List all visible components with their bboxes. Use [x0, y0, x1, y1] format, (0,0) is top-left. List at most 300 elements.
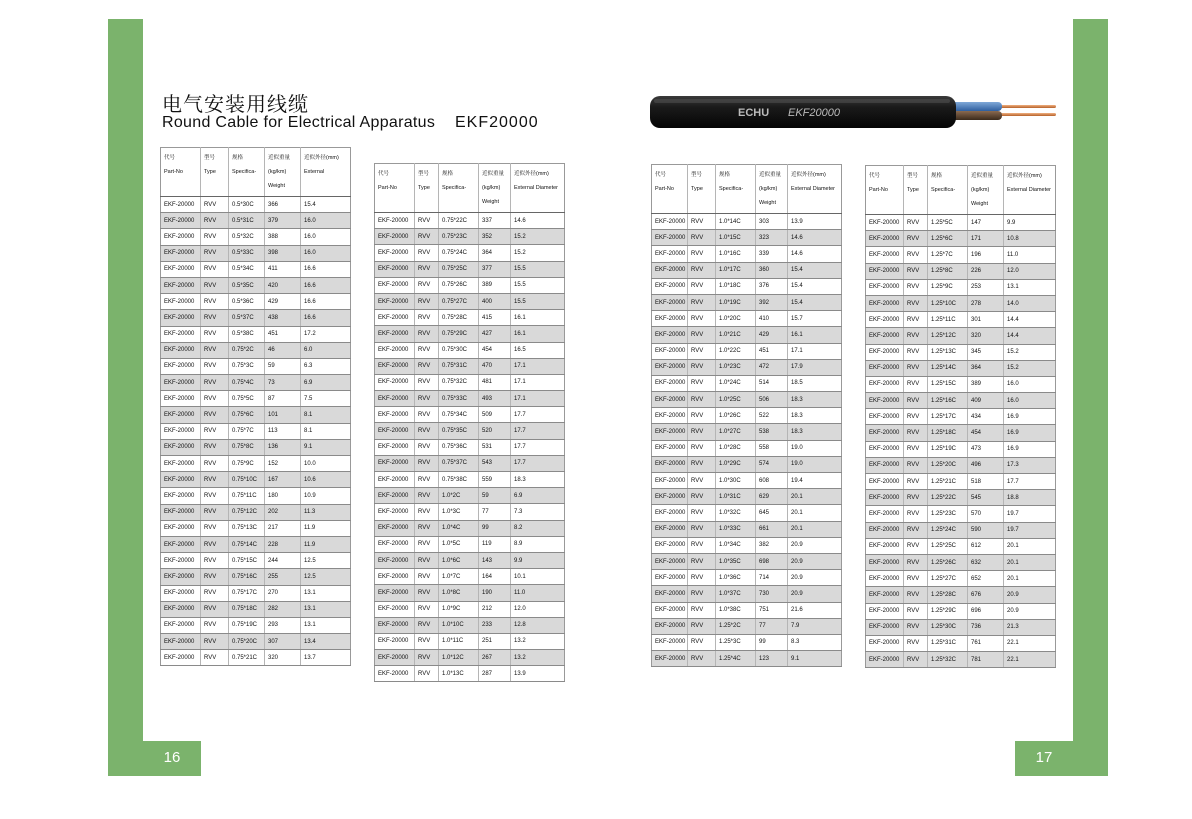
cell-diameter: 11.3: [301, 504, 351, 520]
header-type: 型号 Type: [201, 148, 229, 197]
cell-type: RVV: [904, 490, 928, 506]
cell-weight: 411: [265, 261, 301, 277]
cell-weight: 676: [968, 587, 1004, 603]
header-type: 型号 Type: [415, 164, 439, 213]
cell-part-no: EKF-20000: [866, 409, 904, 425]
cell-weight: 77: [756, 618, 788, 634]
table-row: [375, 455, 565, 471]
header-type: 型号 Type: [688, 165, 716, 214]
cell-weight: 451: [265, 326, 301, 342]
cell-spec: 0.75*27C: [439, 293, 479, 309]
cell-part-no: EKF-20000: [161, 601, 201, 617]
cell-type: RVV: [415, 569, 439, 585]
cell-type: RVV: [904, 263, 928, 279]
table-row: [161, 634, 351, 650]
cell-diameter: 15.2: [511, 245, 565, 261]
cell-diameter: 16.0: [301, 245, 351, 261]
cell-weight: 171: [968, 231, 1004, 247]
cell-diameter: 19.7: [1004, 506, 1056, 522]
cell-weight: 509: [479, 407, 511, 423]
table-row: [652, 230, 842, 246]
cell-type: RVV: [904, 312, 928, 328]
header-weight: 近似重量 (kg/km) Weight: [968, 166, 1004, 215]
table-row: [652, 294, 842, 310]
cell-weight: 360: [756, 262, 788, 278]
cell-spec: 1.25*26C: [928, 554, 968, 570]
cell-diameter: 12.8: [511, 617, 565, 633]
cell-type: RVV: [904, 506, 928, 522]
cell-part-no: EKF-20000: [866, 312, 904, 328]
cell-type: RVV: [904, 457, 928, 473]
cell-part-no: EKF-20000: [375, 407, 415, 423]
cell-type: RVV: [904, 376, 928, 392]
cell-part-no: EKF-20000: [161, 650, 201, 666]
table-row: [866, 506, 1056, 522]
cell-spec: 0.75*35C: [439, 423, 479, 439]
cell-weight: 481: [479, 374, 511, 390]
header-spec: 规格 Specifica-: [716, 165, 756, 214]
cell-diameter: 7.3: [511, 504, 565, 520]
cell-type: RVV: [201, 585, 229, 601]
cell-part-no: EKF-20000: [161, 439, 201, 455]
cell-weight: 59: [265, 358, 301, 374]
table-row: [866, 587, 1056, 603]
cell-diameter: 16.9: [1004, 425, 1056, 441]
table-row: [652, 570, 842, 586]
table-row: [161, 213, 351, 229]
cell-part-no: EKF-20000: [161, 504, 201, 520]
cell-diameter: 16.6: [301, 294, 351, 310]
cell-weight: 196: [968, 247, 1004, 263]
cell-part-no: EKF-20000: [161, 617, 201, 633]
table-row: [375, 585, 565, 601]
table-row: [375, 391, 565, 407]
cell-weight: 307: [265, 634, 301, 650]
cell-spec: 1.0*14C: [716, 214, 756, 230]
cell-diameter: 17.2: [301, 326, 351, 342]
table-row: [161, 504, 351, 520]
header-weight: 近似重量 (kg/km) Weight: [265, 148, 301, 197]
cell-diameter: 20.1: [788, 521, 842, 537]
cell-type: RVV: [415, 358, 439, 374]
cell-spec: 0.75*33C: [439, 391, 479, 407]
table-row: [652, 343, 842, 359]
cell-weight: 389: [479, 277, 511, 293]
cell-part-no: EKF-20000: [652, 424, 688, 440]
table-row: [652, 278, 842, 294]
table-row: [652, 408, 842, 424]
cell-spec: 1.25*16C: [928, 393, 968, 409]
cell-diameter: 8.1: [301, 407, 351, 423]
cell-part-no: EKF-20000: [866, 538, 904, 554]
cell-spec: 0.75*25C: [439, 261, 479, 277]
table-row: [375, 633, 565, 649]
cell-part-no: EKF-20000: [866, 474, 904, 490]
cell-type: RVV: [688, 618, 716, 634]
cell-spec: 1.0*3C: [439, 504, 479, 520]
cell-spec: 1.0*7C: [439, 569, 479, 585]
cell-spec: 1.0*11C: [439, 633, 479, 649]
table-row: [375, 569, 565, 585]
cell-weight: 520: [479, 423, 511, 439]
cell-weight: 382: [756, 537, 788, 553]
cell-spec: 1.0*12C: [439, 650, 479, 666]
cell-weight: 303: [756, 214, 788, 230]
cell-diameter: 17.1: [511, 374, 565, 390]
cell-type: RVV: [415, 666, 439, 682]
cell-type: RVV: [904, 522, 928, 538]
header-external-diameter: 近似外径(mm) External Diameter: [1004, 166, 1056, 215]
table-row: [866, 652, 1056, 668]
cell-type: RVV: [201, 553, 229, 569]
table-row: [161, 310, 351, 326]
cell-part-no: EKF-20000: [375, 342, 415, 358]
cell-type: RVV: [688, 359, 716, 375]
cell-type: RVV: [415, 326, 439, 342]
cell-weight: 429: [756, 327, 788, 343]
table-row: [161, 407, 351, 423]
cell-diameter: 8.3: [788, 634, 842, 650]
cell-type: RVV: [904, 295, 928, 311]
cell-weight: 217: [265, 520, 301, 536]
cell-part-no: EKF-20000: [161, 585, 201, 601]
table-row: [652, 327, 842, 343]
cell-type: RVV: [201, 294, 229, 310]
cell-diameter: 7.9: [788, 618, 842, 634]
cell-weight: 167: [265, 472, 301, 488]
cell-weight: 434: [968, 409, 1004, 425]
cell-spec: 1.25*25C: [928, 538, 968, 554]
cell-type: RVV: [688, 473, 716, 489]
cell-spec: 1.25*15C: [928, 376, 968, 392]
cell-diameter: 20.9: [788, 537, 842, 553]
cell-spec: 1.25*11C: [928, 312, 968, 328]
table-row: [375, 488, 565, 504]
cell-weight: 320: [265, 650, 301, 666]
cell-part-no: EKF-20000: [161, 245, 201, 261]
cell-type: RVV: [415, 504, 439, 520]
cell-type: RVV: [415, 520, 439, 536]
cell-part-no: EKF-20000: [161, 229, 201, 245]
cell-diameter: 16.1: [511, 326, 565, 342]
cell-type: RVV: [201, 456, 229, 472]
cell-spec: 0.75*32C: [439, 374, 479, 390]
cell-weight: 518: [968, 474, 1004, 490]
cell-part-no: EKF-20000: [866, 247, 904, 263]
cell-diameter: 15.5: [511, 277, 565, 293]
cell-part-no: EKF-20000: [161, 213, 201, 229]
cell-type: RVV: [415, 439, 439, 455]
cell-spec: 1.25*19C: [928, 441, 968, 457]
cell-weight: 400: [479, 293, 511, 309]
cell-diameter: 15.5: [511, 293, 565, 309]
cell-diameter: 13.1: [301, 585, 351, 601]
table-row: [652, 456, 842, 472]
cell-spec: 0.75*13C: [229, 520, 265, 536]
table-row: [866, 603, 1056, 619]
cell-diameter: 14.6: [511, 213, 565, 229]
table-row: [866, 425, 1056, 441]
cell-type: RVV: [201, 326, 229, 342]
cell-part-no: EKF-20000: [652, 634, 688, 650]
table-row: [866, 231, 1056, 247]
cell-weight: 781: [968, 652, 1004, 668]
cell-type: RVV: [201, 391, 229, 407]
cell-spec: 0.5*37C: [229, 310, 265, 326]
cell-type: RVV: [688, 327, 716, 343]
cell-part-no: EKF-20000: [375, 293, 415, 309]
cell-part-no: EKF-20000: [866, 328, 904, 344]
cell-diameter: 9.1: [788, 651, 842, 667]
cell-type: RVV: [201, 504, 229, 520]
table-row: [375, 229, 565, 245]
cell-weight: 345: [968, 344, 1004, 360]
table-row: [375, 310, 565, 326]
cell-part-no: EKF-20000: [161, 569, 201, 585]
cell-type: RVV: [201, 617, 229, 633]
table-row: [652, 375, 842, 391]
cell-part-no: EKF-20000: [652, 246, 688, 262]
cell-weight: 661: [756, 521, 788, 537]
cell-spec: 1.25*13C: [928, 344, 968, 360]
cell-type: RVV: [201, 423, 229, 439]
cell-weight: 559: [479, 472, 511, 488]
cell-part-no: EKF-20000: [161, 553, 201, 569]
table-row: [161, 391, 351, 407]
cell-spec: 0.75*34C: [439, 407, 479, 423]
cell-diameter: 6.0: [301, 342, 351, 358]
cell-diameter: 8.2: [511, 520, 565, 536]
table-row: [652, 359, 842, 375]
header-external-diameter: 近似外径(mm) External Diameter: [511, 164, 565, 213]
table-row: [866, 457, 1056, 473]
cell-spec: 1.25*27C: [928, 571, 968, 587]
cell-spec: 0.5*34C: [229, 261, 265, 277]
cell-diameter: 17.9: [788, 359, 842, 375]
cell-diameter: 12.0: [1004, 263, 1056, 279]
cell-weight: 147: [968, 215, 1004, 231]
table-row: [375, 261, 565, 277]
cell-type: RVV: [904, 652, 928, 668]
table-row: [866, 554, 1056, 570]
cell-diameter: 22.1: [1004, 635, 1056, 651]
table-row: [161, 423, 351, 439]
cell-spec: 1.25*20C: [928, 457, 968, 473]
cell-spec: 1.0*15C: [716, 230, 756, 246]
cell-spec: 1.0*25C: [716, 392, 756, 408]
table-row: [866, 263, 1056, 279]
cell-weight: 101: [265, 407, 301, 423]
page-title-english: Round Cable for Electrical Apparatus: [162, 114, 436, 131]
cell-diameter: 8.1: [301, 423, 351, 439]
cell-type: RVV: [904, 344, 928, 360]
cell-part-no: EKF-20000: [375, 520, 415, 536]
cell-type: RVV: [415, 601, 439, 617]
cell-diameter: 19.0: [788, 440, 842, 456]
cell-spec: 1.0*2C: [439, 488, 479, 504]
cell-diameter: 17.7: [511, 407, 565, 423]
cell-weight: 190: [479, 585, 511, 601]
cell-spec: 0.75*10C: [229, 472, 265, 488]
cell-part-no: EKF-20000: [866, 215, 904, 231]
cell-weight: 244: [265, 553, 301, 569]
cell-part-no: EKF-20000: [652, 489, 688, 505]
cell-spec: 0.75*4C: [229, 375, 265, 391]
cell-part-no: EKF-20000: [652, 311, 688, 327]
cell-spec: 0.5*36C: [229, 294, 265, 310]
cell-spec: 1.0*32C: [716, 505, 756, 521]
table-row: [375, 213, 565, 229]
table-row: [866, 538, 1056, 554]
cell-diameter: 19.0: [788, 456, 842, 472]
cell-part-no: EKF-20000: [375, 358, 415, 374]
cell-diameter: 20.1: [1004, 571, 1056, 587]
cell-weight: 429: [265, 294, 301, 310]
cell-type: RVV: [201, 342, 229, 358]
header-spec: 规格 Specifica-: [439, 164, 479, 213]
cell-weight: 352: [479, 229, 511, 245]
cell-part-no: EKF-20000: [375, 439, 415, 455]
cell-diameter: 20.9: [788, 586, 842, 602]
table-row: [652, 521, 842, 537]
cell-type: RVV: [415, 650, 439, 666]
cell-spec: 0.75*18C: [229, 601, 265, 617]
header-spec: 规格 Specifica-: [229, 148, 265, 197]
cell-type: RVV: [688, 230, 716, 246]
cell-weight: 543: [479, 455, 511, 471]
cell-spec: 1.0*26C: [716, 408, 756, 424]
table-row: [375, 552, 565, 568]
cell-spec: 1.0*30C: [716, 473, 756, 489]
cell-part-no: EKF-20000: [161, 423, 201, 439]
cell-diameter: 17.7: [1004, 474, 1056, 490]
cell-part-no: EKF-20000: [866, 279, 904, 295]
table-row: [652, 489, 842, 505]
spec-table-3: [651, 164, 842, 667]
cell-type: RVV: [415, 633, 439, 649]
cell-part-no: EKF-20000: [375, 213, 415, 229]
cell-type: RVV: [688, 424, 716, 440]
cell-diameter: 17.7: [511, 439, 565, 455]
table-row: [866, 360, 1056, 376]
table-row: [375, 326, 565, 342]
cell-type: RVV: [688, 634, 716, 650]
cell-weight: 493: [479, 391, 511, 407]
cell-part-no: EKF-20000: [652, 408, 688, 424]
cell-spec: 1.0*38C: [716, 602, 756, 618]
cell-type: RVV: [688, 489, 716, 505]
header-part-no: 代号 Part-No: [866, 166, 904, 215]
cell-part-no: EKF-20000: [375, 666, 415, 682]
table-row: [866, 409, 1056, 425]
cable-brand-text: ECHU: [738, 107, 770, 119]
cell-part-no: EKF-20000: [652, 537, 688, 553]
cell-weight: 233: [479, 617, 511, 633]
cell-diameter: 17.7: [511, 423, 565, 439]
cell-part-no: EKF-20000: [866, 295, 904, 311]
cell-spec: 1.0*6C: [439, 552, 479, 568]
spec-table-1: [160, 147, 351, 666]
table-row: [375, 358, 565, 374]
cell-part-no: EKF-20000: [652, 375, 688, 391]
table-row: [161, 585, 351, 601]
cell-diameter: 9.9: [511, 552, 565, 568]
cell-part-no: EKF-20000: [652, 602, 688, 618]
cell-weight: 228: [265, 536, 301, 552]
cell-type: RVV: [201, 407, 229, 423]
cell-type: RVV: [415, 261, 439, 277]
cell-type: RVV: [904, 231, 928, 247]
cell-spec: 1.25*6C: [928, 231, 968, 247]
cell-weight: 608: [756, 473, 788, 489]
cell-diameter: 20.1: [1004, 554, 1056, 570]
cell-spec: 0.75*17C: [229, 585, 265, 601]
cell-part-no: EKF-20000: [375, 374, 415, 390]
cell-spec: 1.0*5C: [439, 536, 479, 552]
cell-diameter: 16.1: [788, 327, 842, 343]
header-type: 型号 Type: [904, 166, 928, 215]
cell-spec: 0.75*29C: [439, 326, 479, 342]
cell-type: RVV: [904, 409, 928, 425]
cell-diameter: 18.8: [1004, 490, 1056, 506]
cell-diameter: 15.2: [1004, 344, 1056, 360]
cell-spec: 0.75*9C: [229, 456, 265, 472]
cell-part-no: EKF-20000: [375, 650, 415, 666]
cell-diameter: 14.6: [788, 246, 842, 262]
cell-spec: 0.75*24C: [439, 245, 479, 261]
cell-type: RVV: [904, 425, 928, 441]
table-row: [161, 245, 351, 261]
cell-weight: 438: [265, 310, 301, 326]
table-row: [866, 215, 1056, 231]
cell-diameter: 21.6: [788, 602, 842, 618]
cell-diameter: 9.9: [1004, 215, 1056, 231]
cell-type: RVV: [201, 634, 229, 650]
left-page-green-bar: [108, 19, 143, 776]
cell-type: RVV: [201, 650, 229, 666]
cell-weight: 574: [756, 456, 788, 472]
cell-diameter: 14.0: [1004, 295, 1056, 311]
table-row: [161, 601, 351, 617]
cell-diameter: 6.3: [301, 358, 351, 374]
cell-type: RVV: [415, 277, 439, 293]
table-row: [161, 520, 351, 536]
cell-spec: 0.75*31C: [439, 358, 479, 374]
cell-type: RVV: [415, 293, 439, 309]
cell-type: RVV: [688, 651, 716, 667]
cell-diameter: 13.1: [1004, 279, 1056, 295]
cell-diameter: 22.1: [1004, 652, 1056, 668]
table-row: [375, 504, 565, 520]
cell-spec: 1.25*21C: [928, 474, 968, 490]
cell-part-no: EKF-20000: [375, 488, 415, 504]
table-row: [161, 375, 351, 391]
cell-weight: 545: [968, 490, 1004, 506]
cell-part-no: EKF-20000: [652, 392, 688, 408]
cell-weight: 629: [756, 489, 788, 505]
cell-part-no: EKF-20000: [866, 571, 904, 587]
cell-diameter: 19.7: [1004, 522, 1056, 538]
cell-type: RVV: [415, 472, 439, 488]
cell-spec: 0.75*19C: [229, 617, 265, 633]
table-row: [866, 522, 1056, 538]
cell-diameter: 12.5: [301, 553, 351, 569]
cell-spec: 1.0*33C: [716, 521, 756, 537]
cell-weight: 398: [265, 245, 301, 261]
table-row: [375, 472, 565, 488]
cell-type: RVV: [904, 215, 928, 231]
table-row: [375, 666, 565, 682]
